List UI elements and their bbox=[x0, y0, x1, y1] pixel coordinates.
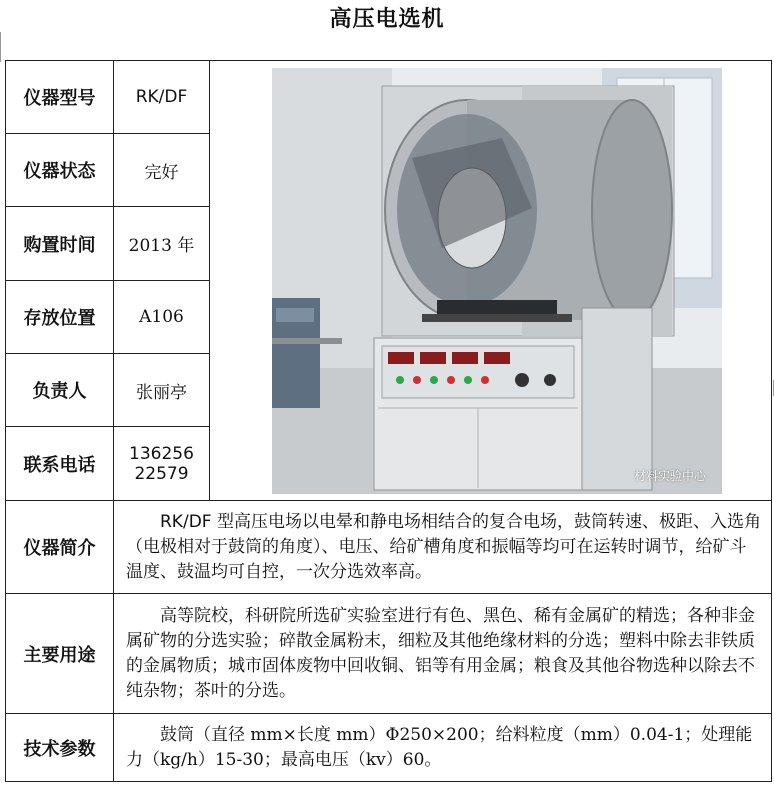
row-specs bbox=[6, 714, 772, 782]
label-location: 存放位置 bbox=[6, 281, 114, 354]
label-manager: 负责人 bbox=[6, 354, 114, 427]
value-status: 完好 bbox=[114, 134, 210, 207]
value-phone bbox=[114, 427, 210, 501]
value-purchase: 2013 年 bbox=[114, 207, 210, 281]
specs-text: 鼓筒（直径 mm×长度 mm）Φ250×200；给料粒度（mm）0.04-1；处理能力（kg/h）15-30；最高电压（kv）60。 bbox=[126, 724, 753, 770]
value-location: A106 bbox=[114, 281, 210, 354]
spec-table bbox=[5, 60, 772, 782]
photo-cell bbox=[210, 61, 772, 501]
phone-line-1: 136256 bbox=[129, 443, 194, 464]
label-usage: 主要用途 bbox=[6, 594, 114, 714]
label-status: 仪器状态 bbox=[6, 134, 114, 207]
label-intro: 仪器简介 bbox=[6, 501, 114, 594]
usage-text: 高等院校，科研院所选矿实验室进行有色、黑色、稀有金属矿的精选；各种非金属矿物的分选实验；碎散金属粉末，细粒及其他绝缘材料的分选；塑料中除去非铁质的金属物质；城市固体废物中回收铜、铝等有用金属；粮食及其他谷物选种以除去不纯杂物；茶叶的分选。 bbox=[126, 605, 755, 701]
value-manager: 张丽亭 bbox=[114, 354, 210, 427]
row-intro bbox=[6, 501, 772, 594]
spec-sheet bbox=[5, 60, 771, 784]
usage-cell bbox=[114, 594, 772, 714]
photo-watermark: 材料实验中心 bbox=[633, 468, 706, 483]
label-phone: 联系电话 bbox=[6, 427, 114, 501]
page-title: 高压电选机 bbox=[329, 6, 445, 32]
row-model bbox=[6, 61, 772, 134]
value-model: RK/DF bbox=[114, 61, 210, 134]
machine-illustration bbox=[272, 68, 722, 494]
phone-line-2: 22579 bbox=[134, 463, 189, 484]
intro-cell bbox=[114, 501, 772, 594]
page-edge-marker bbox=[0, 32, 7, 62]
label-purchase: 购置时间 bbox=[6, 207, 114, 281]
machine-photo bbox=[272, 68, 722, 494]
intro-text: RK/DF 型高压电场以电晕和静电场相结合的复合电场，鼓筒转速、极距、入选角（电极相对于鼓筒的角度）、电压、给矿槽角度和振幅等均可在运转时调节，给矿斗温度、鼓温均可自控，一次分选效率高。 bbox=[126, 511, 761, 582]
specs-cell bbox=[114, 714, 772, 782]
label-specs: 技术参数 bbox=[6, 714, 114, 782]
row-usage bbox=[6, 594, 772, 714]
label-model: 仪器型号 bbox=[6, 61, 114, 134]
